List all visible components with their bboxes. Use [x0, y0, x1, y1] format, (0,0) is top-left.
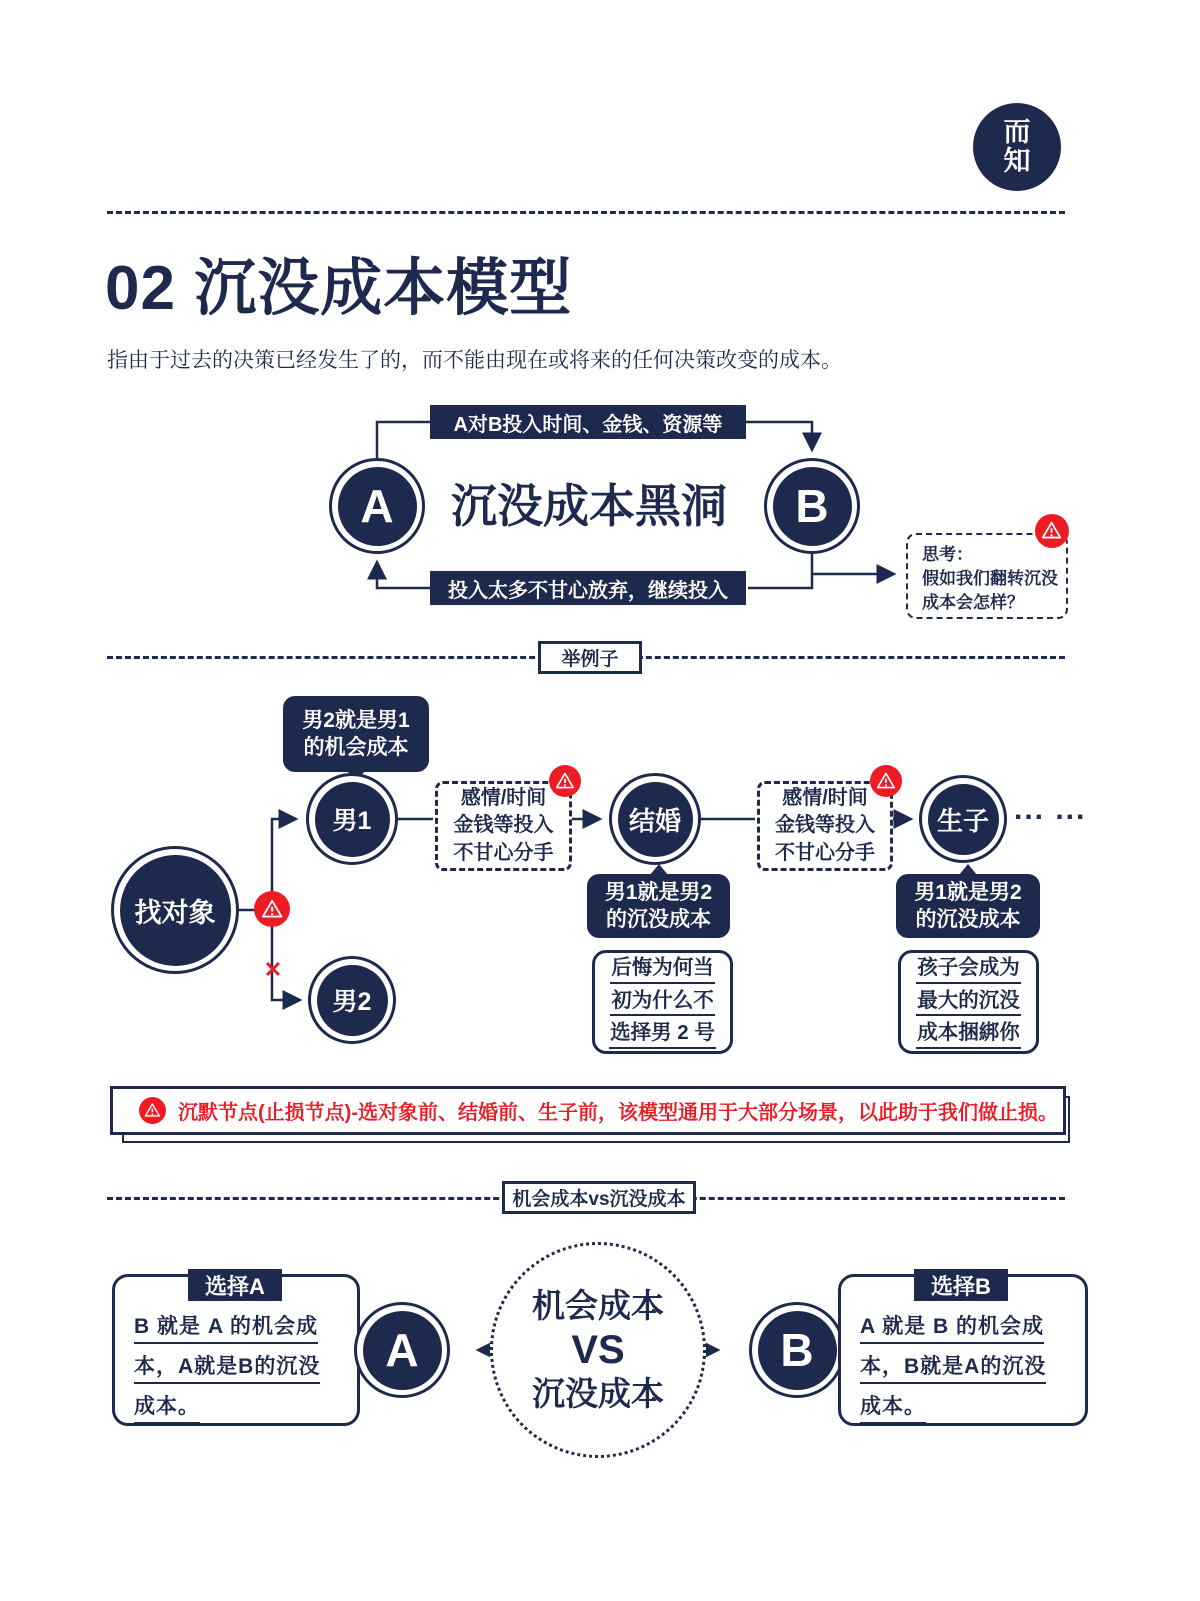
choice-a-line-3: 成本。 — [134, 1390, 200, 1424]
sunk-cost-bubble-child — [896, 874, 1040, 938]
node-child — [919, 775, 1007, 863]
regret-note-child — [898, 950, 1039, 1054]
choice-b-text — [860, 1310, 1046, 1430]
choice-a-line-2: 本，A就是B的沉没 — [134, 1350, 320, 1384]
sunk-cost-bubble-marry-line-2: 的沉没成本 — [606, 908, 711, 931]
top-divider — [107, 211, 1065, 214]
node-man1-label: 男1 — [315, 782, 390, 857]
node-man2 — [308, 956, 396, 1044]
node-find-partner-label: 找对象 — [120, 855, 231, 966]
stop-loss-cross: ✕ — [263, 957, 283, 982]
vs-circle-line-1: 机会成本 — [532, 1287, 664, 1325]
regret-note-marry-line-2: 初为什么不 — [610, 988, 715, 1017]
node-child-label: 生子 — [928, 784, 999, 855]
regret-note-child-line-3: 成本捆綁你 — [916, 1020, 1021, 1049]
node-a — [329, 458, 425, 554]
bubble-tail-up — [959, 864, 977, 875]
choice-b-line-1: A 就是 B 的机会成 — [860, 1310, 1044, 1344]
blackhole-title: 沉没成本黑洞 — [451, 480, 727, 532]
page-title: 02 沉没成本模型 — [105, 254, 573, 323]
invest-box-1-line-3: 不甘心分手 — [453, 841, 554, 864]
sunk-cost-bubble-child-line-2: 的沉没成本 — [915, 908, 1021, 931]
vs-circle-line-3: 沉没成本 — [532, 1375, 664, 1412]
continuation-ellipsis: ... ... — [1014, 793, 1087, 826]
regret-note-marry-line-1: 后悔为何当 — [610, 955, 715, 984]
node-b — [764, 458, 860, 554]
choice-a-text — [134, 1310, 320, 1430]
invest-box-1-line-1: 感情/时间 — [460, 786, 547, 809]
invest-box-2-line-1: 感情/时间 — [782, 786, 868, 809]
regret-note-marry-line-3: 选择男 2 号 — [609, 1020, 716, 1049]
stop-loss-banner-text: 沉默节点(止损节点)-选对象前、结婚前、生子前，该模型通用于大部分场景，以此助于我们做止损。 — [178, 1102, 1058, 1124]
vs-circle — [490, 1242, 706, 1458]
node-b-compare-label: B — [758, 1311, 837, 1390]
opportunity-cost-bubble-line-1: 男2就是男1 — [302, 708, 410, 732]
choice-b-line-3: 成本。 — [860, 1390, 926, 1424]
invest-box-2 — [757, 781, 893, 871]
invest-box-1-line-2: 金钱等投入 — [453, 814, 554, 837]
node-marry — [609, 773, 701, 865]
node-find-partner — [111, 846, 239, 974]
warning-icon — [1035, 514, 1069, 548]
warning-icon — [254, 891, 290, 927]
node-b-label: B — [773, 467, 852, 546]
brand-logo-char-1: 而 — [1003, 116, 1031, 147]
warning-icon — [139, 1097, 166, 1124]
choice-b-header: 选择B — [914, 1269, 1008, 1301]
node-man1 — [306, 773, 398, 865]
invest-box-2-line-3: 不甘心分手 — [775, 841, 875, 864]
opportunity-cost-bubble-line-2: 的机会成本 — [303, 736, 409, 759]
invest-box-2-line-2: 金钱等投入 — [775, 814, 875, 837]
warning-icon — [870, 765, 902, 797]
sunk-cost-bubble-child-line-1: 男1就是男2 — [914, 880, 1022, 904]
node-a-compare-label: A — [363, 1311, 442, 1390]
page-subtitle: 指由于过去的决策已经发生了的，而不能由现在或将来的任何决策改变的成本。 — [107, 349, 842, 372]
brand-logo-char-2: 知 — [1003, 146, 1031, 176]
sunk-cost-bubble-marry — [587, 874, 730, 938]
vs-divider-label: 机会成本vs沉没成本 — [502, 1181, 696, 1214]
invest-bottom-label: 投入太多不甘心放弃，继续投入 — [430, 571, 746, 605]
choice-b-line-2: 本，B就是A的沉没 — [860, 1350, 1046, 1384]
regret-note-marry — [592, 950, 733, 1054]
node-b-compare — [749, 1302, 845, 1398]
opportunity-cost-bubble — [283, 696, 429, 772]
vs-circle-line-2: VS — [571, 1328, 625, 1372]
node-marry-label: 结婚 — [618, 782, 693, 857]
warning-icon — [549, 765, 581, 797]
invest-box-1 — [435, 781, 572, 871]
choice-a-line-1: B 就是 A 的机会成 — [134, 1310, 318, 1344]
sunk-cost-bubble-marry-line-1: 男1就是男2 — [604, 880, 713, 904]
choice-a-header: 选择A — [188, 1269, 282, 1301]
invest-top-label: A对B投入时间、金钱、资源等 — [430, 405, 746, 439]
stop-loss-banner — [110, 1086, 1066, 1135]
example-divider-label: 举例子 — [538, 641, 642, 674]
regret-note-child-line-1: 孩子会成为 — [916, 955, 1021, 984]
brand-logo — [973, 103, 1061, 191]
think-line-1: 思考： — [922, 545, 973, 564]
think-line-3: 成本会怎样？ — [922, 593, 1024, 613]
node-man2-label: 男2 — [317, 965, 388, 1036]
think-line-2: 假如我们翻转沉没 — [922, 569, 1058, 589]
node-a-label: A — [338, 467, 417, 546]
regret-note-child-line-2: 最大的沉没 — [916, 988, 1021, 1017]
bubble-tail-up — [650, 864, 668, 875]
node-a-compare — [354, 1302, 450, 1398]
